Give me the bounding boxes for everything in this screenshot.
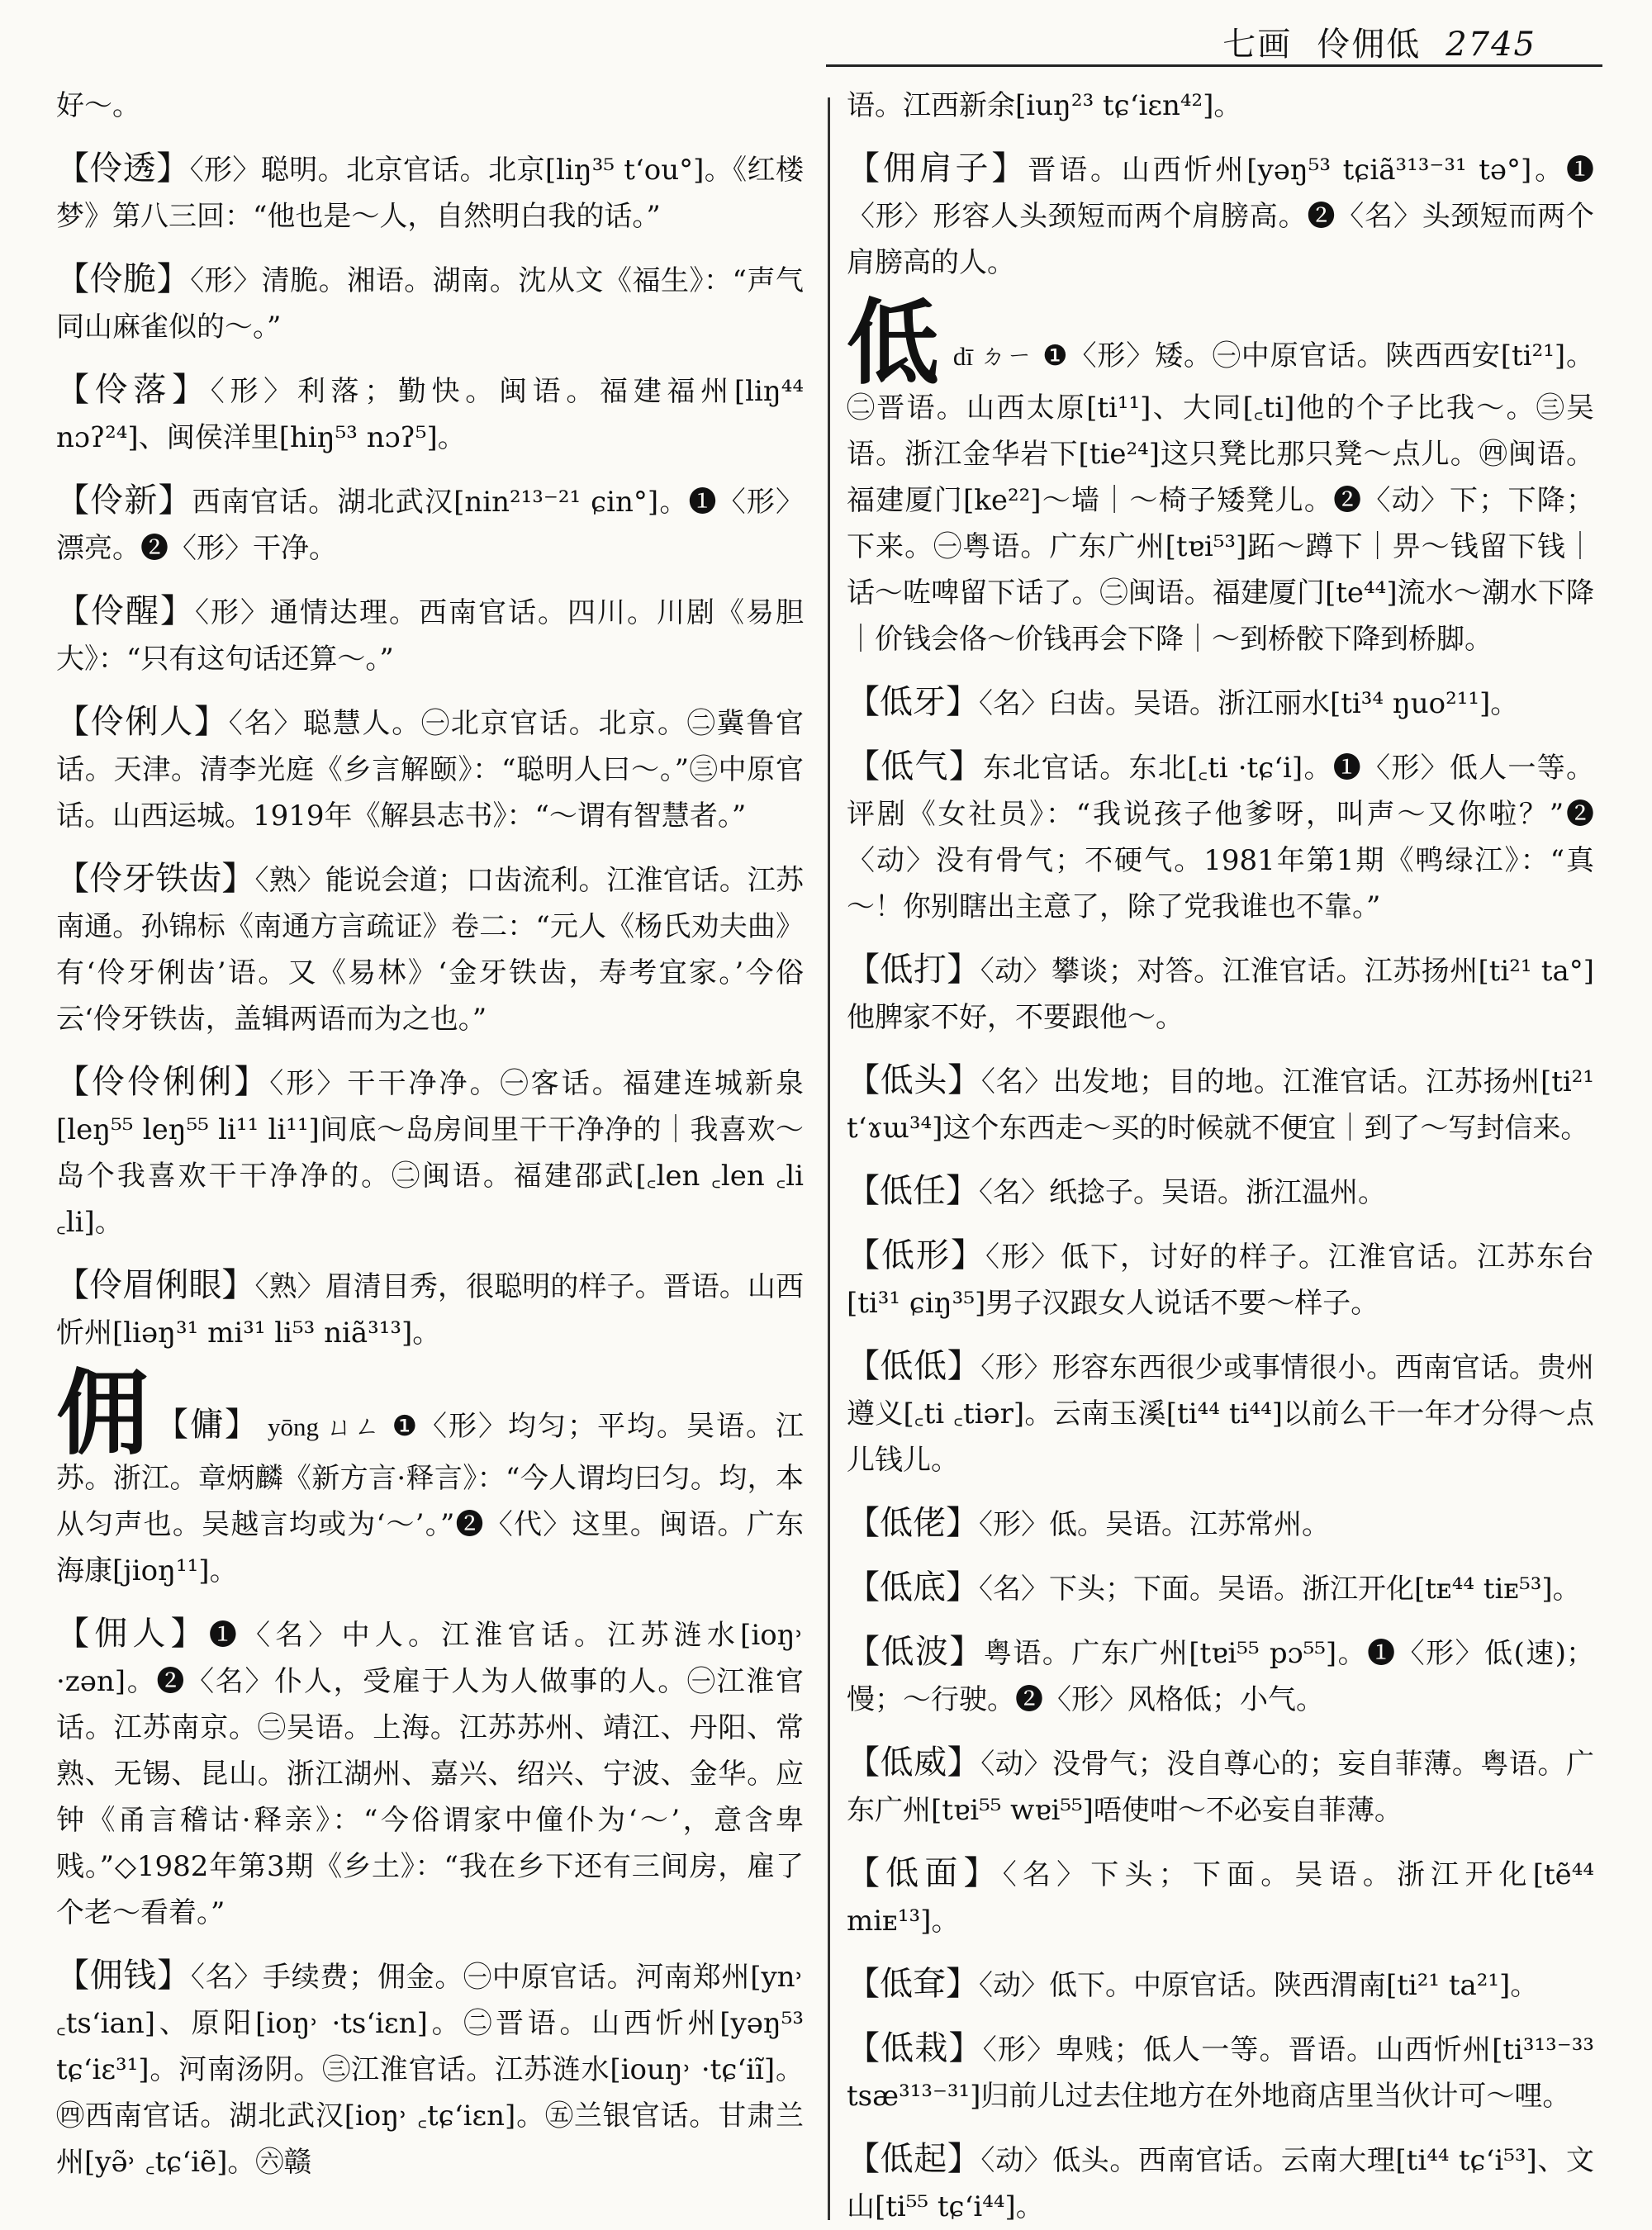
entry-headword: 【低形】 [847, 1236, 985, 1274]
entry-headword: 【低起】 [847, 2140, 981, 2178]
dictionary-entry [56, 1059, 804, 1245]
entry-headword: 【低任】 [847, 1172, 979, 1210]
entry-definition: 晋语。山西忻州[yəŋ⁵³ tɕiã³¹³⁻³¹ tə°]。❶〈形〉形容人头颈短而两个肩膀高。❷〈名〉头颈短而两个肩膀高的人。 [847, 154, 1594, 279]
stroke-count-label: 七画 [1222, 26, 1293, 64]
dictionary-entry [56, 856, 804, 1042]
dictionary-entry [847, 743, 1594, 930]
entry-headword: 【伶牙铁齿】 [56, 860, 255, 898]
guide-characters: 伶佣低 [1317, 26, 1422, 64]
entry-headword: 【佣人】 [56, 1615, 209, 1653]
entry-definition: 〈形〉形容东西很少或事情很小。西南官话。贵州遵义[꜀ti ꜀tiər]。云南玉溪[ti⁴⁴ ti⁴⁴]以前么干一年才分得～点儿钱儿。 [847, 1351, 1594, 1477]
entry-definition: 〈动〉没骨气；没自尊心的；妄自菲薄。粤语。广东广州[tɐi⁵⁵ wɐi⁵⁵]唔使咁～不必妄自菲薄。 [847, 1748, 1594, 1827]
continued-text: 好～。 [56, 89, 140, 122]
entry-definition: 东北官话。东北[꜀ti ·tɕʻi]。❶〈形〉低人一等。评剧《女社员》：“我说孩子他爹呀，叫声～又你啦？”❷〈动〉没有骨气；不硬气。1981年第1期《鸭绿江》：“真～！你别瞎出主意了，除了党我谁也不靠。” [847, 752, 1594, 923]
entry-definition: 〈形〉低。吴语。江苏常州。 [979, 1508, 1330, 1541]
entry-headword: 【伶透】 [56, 149, 190, 187]
entry-definition: 〈名〉下头；下面。吴语。浙江开化[tẽ⁴⁴ miᴇ¹³]。 [847, 1858, 1594, 1938]
entry-headword: 【伶俐人】 [56, 703, 229, 741]
right-column [847, 83, 1594, 2222]
entry-definition: 〈名〉纸捻子。吴语。浙江温州。 [979, 1176, 1386, 1209]
entry-definition: 〈动〉低下。中原官话。陕西渭南[ti²¹ ta²¹]。 [979, 1969, 1539, 2002]
dictionary-entry [56, 699, 804, 839]
entry-definition: 〈名〉手续费；佣金。㊀中原官话。河南郑州[yn˒ ꜀tsʻian]、原阳[ioŋ˒ ·tsʻiɛn]。㊁晋语。山西忻州[yəŋ⁵³ tɕʻiɛ³¹]。河南汤阴。㊂江淮官话。江苏涟水[iouŋ˒ ·tɕʻiĩ]。㊃西南官话。湖北武汉[ioŋ˒ ꜀tɕʻiɛn]。㊄兰银官话。甘肃兰州[yə̃˒ ꜀tɕʻiẽ]。㊅赣 [56, 1961, 804, 2179]
dictionary-entry [847, 1739, 1594, 1834]
entry-headword: 【伶醒】 [56, 592, 195, 630]
dictionary-entry [56, 1611, 804, 1936]
entry-definition: 〈形〉干干净净。㊀客话。福建连城新泉[leŋ⁵⁵ leŋ⁵⁵ li¹¹ li¹¹]间底～岛房间里干干净净的｜我喜欢～岛个我喜欢干干净净的。㊁闽语。福建邵武[꜀len ꜀len ꜀li ꜀li]。 [56, 1067, 804, 1239]
dictionary-entry [847, 1343, 1594, 1483]
continued-text: 语。江西新余[iuŋ²³ tɕʻiɛn⁴²]。 [847, 89, 1242, 122]
dictionary-entry [847, 2136, 1594, 2222]
entry-headword: 【低打】 [847, 951, 980, 989]
dictionary-entry [847, 1629, 1594, 1723]
entry-definition: 〈熟〉眉清目秀，很聪明的样子。晋语。山西忻州[liəŋ³¹ mi³¹ li⁵³ niã³¹³]。 [56, 1270, 804, 1350]
dictionary-entry [847, 1500, 1594, 1548]
entry-headword: 【佣肩子】 [847, 149, 1028, 187]
page-header [0, 0, 1652, 83]
entry-definition: 〈熟〉能说会道；口齿流利。江淮官话。江苏南通。孙锦标《南通方言疏证》卷二：“元人《杨氏劝夫曲》有‘伶牙俐齿’语。又《易林》‘金牙铁齿，寿考宜家。’今俗云‘伶牙铁齿，盖辑两语而为之也。” [56, 864, 804, 1036]
head-character: 低 [847, 289, 940, 397]
dictionary-entry [56, 1952, 804, 2185]
entry-definition: 〈名〉出发地；目的地。江淮官话。江苏扬州[ti²¹ tʻɤɯ³⁴]这个东西走～买的时候就不便宜｜到了～写封信来。 [847, 1065, 1594, 1145]
entry-headword: 【低波】 [847, 1633, 984, 1671]
character-entry [847, 289, 1594, 662]
variant-form: 【傭】 [155, 1406, 259, 1444]
entry-definition: 〈名〉聪慧人。㊀北京官话。北京。㊁冀鲁官话。天津。清李光庭《乡言解颐》：“聪明人曰～。”㊂中原官话。山西运城。1919年《解县志书》：“～谓有智慧者。” [56, 707, 804, 833]
entry-headword: 【伶伶俐俐】 [56, 1063, 270, 1101]
pinyin-zhuyin: yōng ㄩㄥ [268, 1412, 382, 1441]
entry-definition: 〈动〉低头。西南官话。云南大理[ti⁴⁴ tɕʻi⁵³]、文山[ti⁵⁵ tɕʻi⁴⁴]。 [847, 2144, 1594, 2222]
entry-definition: 〈形〉低下，讨好的样子。江淮官话。江苏东台[ti³¹ ɕiŋ³⁵]男子汉跟女人说话不要～样子。 [847, 1241, 1594, 1320]
page-number: 2745 [1446, 26, 1536, 64]
left-column [56, 83, 804, 2222]
dictionary-entry [56, 256, 804, 350]
entry-definition: 西南官话。湖北武汉[nin²¹³⁻²¹ ɕin°]。❶〈形〉漂亮。❷〈形〉干净。 [56, 486, 804, 565]
entry-headword: 【伶新】 [56, 482, 192, 520]
entry-headword: 【低底】 [847, 1568, 979, 1606]
entry-headword: 【低佬】 [847, 1504, 979, 1542]
entry-definition: ❶〈形〉矮。㊀中原官话。陕西西安[ti²¹]。㊁晋语。山西太原[ti¹¹]、大同[꜀ti]他的个子比我～。㊂吴语。浙江金华岩下[tie²⁴]这只凳比那只凳～点儿。㊃闽语。福建厦门[ke²²]～墙｜～椅子矮凳儿。❷〈动〉下；下降；下来。㊀粤语。广东广州[tɐi⁵³]跖～蹲下｜畀～钱留下钱｜话～咗啤留下话了。㊁闽语。福建厦门[te⁴⁴]流水～潮水下降｜价钱会佫～价钱再会下降｜～到桥骹下降到桥脚。 [847, 339, 1594, 656]
entry-headword: 【佣钱】 [56, 1957, 191, 1995]
character-entry [56, 1359, 804, 1594]
dictionary-entry [56, 588, 804, 682]
entry-definition: 〈名〉臼齿。吴语。浙江丽水[ti³⁴ ŋuo²¹¹]。 [979, 687, 1519, 720]
entry-headword: 【低气】 [847, 747, 984, 785]
entry-definition: 〈形〉清脆。湘语。湖南。沈从文《福生》：“声气同山麻雀似的～。” [56, 264, 804, 344]
entry-definition: 〈形〉聪明。北京官话。北京[liŋ³⁵ t‘ou°]。《红楼梦》第八三回：“他也是～人，自然明白我的话。” [56, 154, 804, 233]
header-rule [826, 64, 1602, 67]
dictionary-entry [847, 1850, 1594, 1944]
entry-headword: 【低头】 [847, 1061, 981, 1099]
pinyin-zhuyin: dī ㄉㄧ [952, 342, 1033, 371]
head-character: 佣 [56, 1359, 150, 1468]
entry-headword: 【伶眉俐眼】 [56, 1266, 255, 1304]
dictionary-entry [847, 2025, 1594, 2119]
dictionary-entry [847, 1168, 1594, 1216]
entry-headword: 【低低】 [847, 1347, 981, 1385]
entry-headword: 【低威】 [847, 1744, 981, 1782]
dictionary-entry [847, 1057, 1594, 1151]
entry-headword: 【低牙】 [847, 683, 979, 721]
entry-definition: ❶〈名〉中人。江淮官话。江苏涟水[ioŋ˒ ·zən]。❷〈名〉仆人，受雇于人为人做事的人。㊀江淮官话。江苏南京。㊁吴语。上海。江苏苏州、靖江、丹阳、常熟、无锡、昆山。浙江湖州、嘉兴、绍兴、宁波、金华。应钟《甬言稽诂·释亲》：“今俗谓家中僮仆为‘～’，意含卑贱。”◇1982年第3期《乡土》：“我在乡下还有三间房，雇了个老～看着。” [56, 1619, 804, 1929]
dictionary-entry [56, 477, 804, 572]
entry-headword: 【低耷】 [847, 1965, 979, 2003]
dictionary-entry [56, 145, 804, 240]
dictionary-entry [847, 1961, 1594, 2009]
dictionary-entry [56, 1262, 804, 1356]
entry-definition: 粤语。广东广州[tɐi⁵⁵ pɔ⁵⁵]。❶〈形〉低(速)；慢；～行驶。❷〈形〉风格低；小气。 [847, 1637, 1594, 1716]
dictionary-entry [847, 679, 1594, 727]
entry-definition: 〈形〉通情达理。西南官话。四川。川剧《易胆大》：“只有这句话还算～。” [56, 596, 804, 676]
entry-headword: 【低面】 [847, 1854, 1003, 1892]
running-head [1222, 18, 1536, 65]
entry-headword: 【伶脆】 [56, 260, 191, 298]
dictionary-entry [847, 947, 1594, 1041]
dictionary-entry [847, 1232, 1594, 1326]
entry-definition: 〈形〉利落；勤快。闽语。福建福州[liŋ⁴⁴ nɔʔ²⁴]、闽侯洋里[hiŋ⁵³ nɔʔ⁵]。 [56, 375, 804, 454]
entry-definition: 〈形〉卑贱；低人一等。晋语。山西忻州[ti³¹³⁻³³ tsæ³¹³⁻³¹]归前儿过去住地方在外地商店里当伙计可～哩。 [847, 2033, 1594, 2113]
column-divider [828, 97, 830, 2220]
entry-definition: ❶〈形〉均匀；平均。吴语。江苏。浙江。章炳麟《新方言·释言》：“今人谓均曰匀。均，本从匀声也。吴越言均或为‘～’。”❷〈代〉这里。闽语。广东海康[jioŋ¹¹]。 [56, 1410, 804, 1587]
dictionary-entry [847, 145, 1594, 286]
dictionary-entry [847, 1564, 1594, 1612]
entry-headword: 【伶落】 [56, 371, 211, 409]
entry-definition: 〈名〉下头；下面。吴语。浙江开化[tᴇ⁴⁴ tiᴇ⁵³]。 [979, 1573, 1581, 1606]
entry-headword: 【低栽】 [847, 2029, 983, 2067]
dictionary-entry [56, 367, 804, 461]
entry-definition: 〈动〉攀谈；对答。江淮官话。江苏扬州[ti²¹ ta°]他脾家不好，不要跟他～。 [847, 955, 1594, 1034]
